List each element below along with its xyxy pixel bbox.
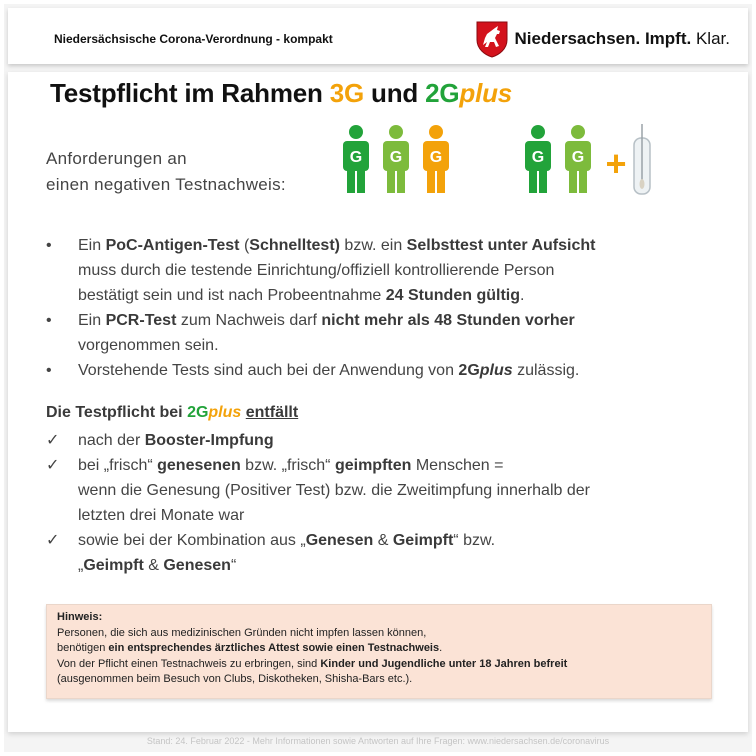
svg-text:G: G — [349, 149, 363, 166]
page-title: Testpflicht im Rahmen 3G und 2Gplus — [50, 78, 513, 108]
person-green-icon — [525, 125, 551, 193]
brand-text: Niedersachsen. Impft. Klar. — [514, 29, 730, 48]
list-item: • Ein PoC-Antigen-Test (Schnelltest) bzw. ein Selbsttest unter Aufsicht muss durch die testende Einrichtung/offiziell kontrollierende Person bestätigt sein und ist nach Probeentnahme 24 Stunden gültig. — [46, 237, 596, 304]
notice-title: Hinweis: — [57, 611, 103, 623]
person-lightgreen-icon — [383, 125, 409, 193]
list-item: ✓ nach der Booster-Impfung — [46, 428, 726, 453]
header-bar — [8, 8, 748, 64]
test-swab-icon — [634, 124, 650, 194]
svg-text:G: G — [571, 149, 585, 166]
list-item: ✓ sowie bei der Kombination aus „Genesen & Geimpft“ bzw. „Geimpft & Genesen“ — [46, 528, 726, 578]
list-item: • Vorstehende Tests sind auch bei der Anwendung von 2Gplus zulässig. — [46, 362, 580, 379]
document-title: Niedersächsische Corona-Verordnung - kompakt — [54, 32, 333, 46]
brand-logo — [475, 20, 730, 58]
exemption-heading: Die Testpflicht bei 2Gplus entfällt — [46, 404, 299, 421]
svg-text:G: G — [531, 149, 545, 166]
checkmark-icon: ✓ — [46, 457, 60, 474]
person-lightgreen-icon — [565, 125, 591, 193]
list-item: ✓ bei „frisch“ genesenen bzw. „frisch“ geimpften Menschen = wenn die Genesung (Positiver Test) bzw. die Zweitimpfung innerhalb der letzten drei Monate war — [46, 453, 726, 528]
checkmark-icon: ✓ — [46, 532, 60, 549]
svg-text:G: G — [429, 149, 443, 166]
test-requirements-list — [46, 233, 706, 383]
coat-of-arms-icon — [475, 20, 509, 58]
3g-figures-icon — [338, 124, 458, 196]
person-orange-icon — [423, 125, 449, 193]
requirements-text: Anforderungen an einen negativen Testnachweis: — [46, 149, 286, 194]
person-green-icon — [343, 125, 369, 193]
checkmark-icon: ✓ — [46, 432, 60, 449]
exemption-list — [46, 428, 726, 578]
footer-text: Stand: 24. Februar 2022 - Mehr Informationen sowie Antworten auf Ihre Fragen: www.niedersachsen.de/coronavirus — [146, 736, 610, 746]
plus-icon: + — [605, 143, 627, 184]
list-item: • Ein PCR-Test zum Nachweis darf nicht mehr als 48 Stunden vorher vorgenommen sein. — [46, 312, 575, 354]
notice-box: Hinweis: Personen, die sich aus medizinischen Gründen nicht impfen lassen können, benötigen ein entsprechendes ärztliches Attest sowie einen Testnachweis. Von der Pflicht einen Testnachweis zu erbringen, sind Kinder und Jugendliche unter 18 Jahren befreit (ausgenommen beim Besuch von Clubs, Diskotheken, Shisha-Bars etc.). — [46, 604, 712, 699]
svg-text:G: G — [389, 149, 403, 166]
content-panel — [8, 72, 748, 732]
2gplus-figures-icon — [520, 124, 660, 196]
